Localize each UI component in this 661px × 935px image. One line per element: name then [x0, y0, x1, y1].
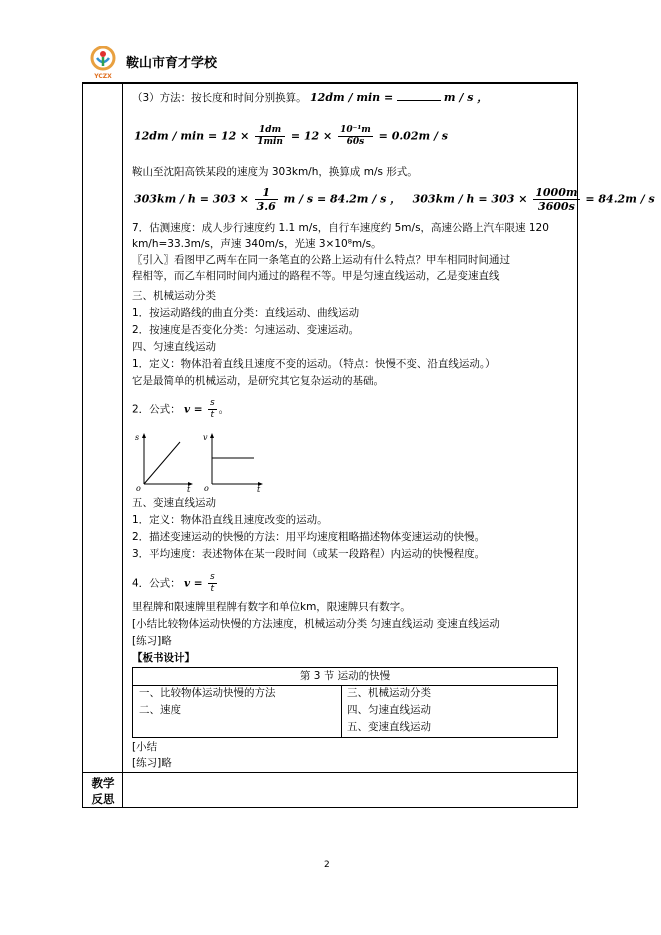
signs-line: 里程牌和限速牌里程牌有数字和单位km，限速牌只有数字。 — [132, 601, 411, 613]
school-logo-icon — [88, 46, 118, 80]
rail-formula: 303km / h = 303 × $\frac{1}{3.6}$ m / s = 84.2m / s ， 303km / h = 303 × $\frac{1000m}{3600s}$ = 84.2m / s — [134, 186, 655, 213]
motion-graphs — [132, 430, 272, 492]
board-right-item: 五、变速直线运动 — [347, 721, 431, 733]
section-3-title: 三、机械运动分类 — [132, 290, 216, 302]
section-3-item-1: 1．按运动路线的曲直分类：直线运动、曲线运动 — [132, 307, 360, 319]
section-5-description: 2．描述变速运动的快慢的方法：用平均速度粗略描述物体变速运动的快慢。 — [132, 531, 486, 543]
summary-line: [小结比较物体运动快慢的方法速度，机械运动分类 匀速直线运动 变速直线运动 — [132, 618, 500, 630]
board-left-item: 一、比较物体运动快慢的方法 — [139, 687, 276, 699]
section-4-title: 四、匀速直线运动 — [132, 341, 216, 353]
section-5-definition: 1．定义：物体沿直线且速度改变的运动。 — [132, 514, 328, 526]
page-header — [82, 40, 578, 83]
v-axis-label: v — [203, 433, 208, 442]
table-row-divider — [82, 772, 578, 773]
conversion-formula: 12dm / min = 12 × $\frac{1dm}{1\min}$ = 12 × $\frac{\text{10⁻¹m}}{60s}$ = 0.02m / s — [134, 125, 449, 147]
summary-2: [小结 — [132, 741, 158, 753]
s-axis-label: s — [135, 433, 140, 442]
practice-line: [练习]略 — [132, 635, 172, 647]
board-right-item: 三、机械运动分类 — [347, 687, 431, 699]
svg-text:YCZX: YCZX — [94, 73, 112, 80]
reflection-label: 教学反思 — [91, 776, 115, 806]
rail-speed-line: 鞍山至沈阳高铁某段的速度为 303km/h，换算成 m/s 形式。 — [132, 166, 418, 178]
t-axis-label: t — [187, 485, 191, 492]
board-right-item: 四、匀速直线运动 — [347, 704, 431, 716]
board-design-table — [132, 667, 558, 738]
v-t-graph — [203, 433, 263, 492]
section-5-average-speed: 3．平均速度：表述物体在某一段时间（或某一段路程）内运动的快慢程度。 — [132, 548, 486, 560]
table-column-divider — [122, 83, 123, 808]
answer-blank — [397, 90, 441, 101]
t-axis-label: t — [257, 485, 261, 492]
board-design-heading: 【板书设计】 — [132, 652, 195, 664]
origin-label: o — [136, 484, 141, 492]
practice-2: [练习]略 — [132, 757, 172, 769]
section-3-item-2: 2．按速度是否变化分类：匀速运动、变速运动。 — [132, 324, 360, 336]
estimate-line-1: 7．估测速度：成人步行速度约 1.1 m/s，自行车速度约 5m/s，高速公路上汽车限速 120 — [132, 222, 549, 234]
origin-label: o — [204, 484, 209, 492]
s-t-graph — [135, 433, 193, 492]
section-4-note: 它是最简单的机械运动，是研究其它复杂运动的基础。 — [132, 375, 384, 387]
method-line: （3）方法：按长度和时间分别换算。 12dm / min = m / s ， — [132, 91, 489, 104]
section-5-formula: 4．公式： v = $\frac{s}{t}$ — [132, 572, 215, 594]
intro-line-2: 程相等，而乙车相同时间内通过的路程不等。甲是匀速直线运动，乙是变速直线 — [132, 270, 500, 282]
section-4-formula: 2．公式： v = $\frac{s}{t}$ 。 — [132, 398, 230, 420]
section-4-definition: 1．定义：物体沿着直线且速度不变的运动。（特点：快慢不变、沿直线运动。） — [132, 358, 496, 370]
estimate-line-2: km/h=33.3m/s，声速 340m/s，光速 3×10⁸m/s。 — [132, 238, 382, 250]
intro-line-1: 〖引入〗看图甲乙两车在同一条笔直的公路上运动有什么特点？甲车相同时间通过 — [132, 254, 510, 266]
school-name: 鞍山市育才学校 — [126, 56, 218, 71]
section-5-title: 五、变速直线运动 — [132, 497, 216, 509]
board-title: 第 3 节 运动的快慢 — [133, 668, 557, 686]
board-left-item: 二、速度 — [139, 704, 181, 716]
page-number: 2 — [324, 860, 330, 870]
